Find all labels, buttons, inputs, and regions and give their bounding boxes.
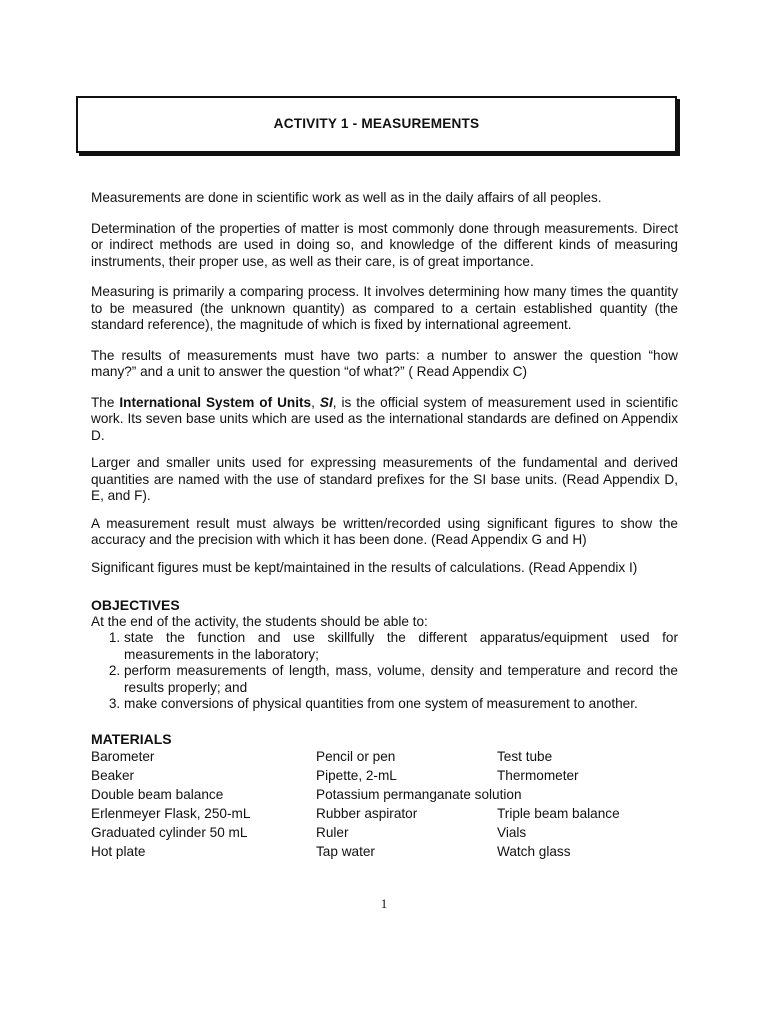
paragraph-prefixes: Larger and smaller units used for expressing measurements of the fundamental and derived quantities are named with the use of standard prefixes for the SI base units. (Read Appendix D, E, and F). (91, 455, 678, 503)
materials-heading: MATERIALS (91, 730, 172, 747)
si-prefix: The (91, 394, 120, 410)
material-item: Vials (497, 825, 527, 841)
material-item: Tap water (316, 844, 375, 860)
material-item: Potassium permanganate solution (316, 787, 522, 803)
si-rest: , is the official system of measurement used in scientific work. Its seven base units which are used as the international standards are defined on Appendix D. (91, 394, 679, 443)
paragraph-determination: Determination of the properties of matter is most commonly done through measurements. Direct or indirect methods are used in doing so, and knowledge of the different kinds of measuring instruments, their proper use, as well as their care, is of great importance. (91, 220, 678, 269)
material-item: Hot plate (91, 844, 146, 860)
objectives-heading: OBJECTIVES (91, 597, 180, 613)
material-item: Triple beam balance (497, 806, 620, 822)
material-item (497, 787, 677, 804)
objectives-list (91, 630, 678, 713)
paragraph-results: The results of measurements must have two parts: a number to answer the question “how many?” and a unit to answer the question “of what?” ( Read Appendix C) (91, 347, 678, 379)
si-bold-term: International System of Units (119, 394, 312, 410)
material-item: Test tube (497, 749, 553, 764)
document-body (91, 190, 678, 861)
paragraph-si (91, 395, 678, 445)
objective-item: 2. perform measurements of length, mass, volume, density and temperature and record the results properly; and (124, 663, 678, 696)
title-box (76, 96, 677, 153)
material-item: Rubber aspirator (316, 806, 418, 822)
material-item: Ruler (316, 825, 349, 841)
objective-item: 1. state the function and use skillfully the different apparatus/equipment used for measurements in the laboratory; (124, 630, 678, 663)
material-item: Beaker (91, 768, 135, 784)
material-item: Double beam balance (91, 787, 224, 803)
paragraph-significant: A measurement result must always be written/recorded using significant figures to show the accuracy and the precision with which it has been done. (Read Appendix G and H) (91, 515, 678, 547)
material-item: Pipette, 2-mL (316, 768, 397, 784)
material-item: Barometer (91, 749, 155, 764)
materials-grid (91, 749, 678, 861)
material-item: Watch glass (497, 844, 571, 860)
page-title: ACTIVITY 1 - MEASUREMENTS (273, 116, 480, 132)
paragraph-intro: Measurements are done in scientific work as well as in the daily affairs of all peoples. (91, 190, 602, 205)
objective-item: 3. make conversions of physical quantities from one system of measurement to another. (124, 696, 678, 713)
paragraph-measuring: Measuring is primarily a comparing process. It involves determining how many times the quantity to be measured (the unknown quantity) as compared to a certain established quantity (the standard reference), the magnitude of which is fixed by international agreement. (91, 284, 678, 332)
material-item: Thermometer (497, 768, 579, 784)
paragraph-calculations: Significant figures must be kept/maintained in the results of calculations. (Read Appendix I) (91, 559, 638, 575)
material-item: Pencil or pen (316, 749, 396, 764)
page-number: 1 (380, 896, 388, 911)
material-item: Graduated cylinder 50 mL (91, 825, 248, 841)
material-item: Erlenmeyer Flask, 250-mL (91, 806, 251, 822)
si-separator: , (311, 394, 320, 410)
objectives-intro: At the end of the activity, the students should be able to: (91, 613, 428, 629)
si-abbreviation: SI (319, 394, 333, 410)
